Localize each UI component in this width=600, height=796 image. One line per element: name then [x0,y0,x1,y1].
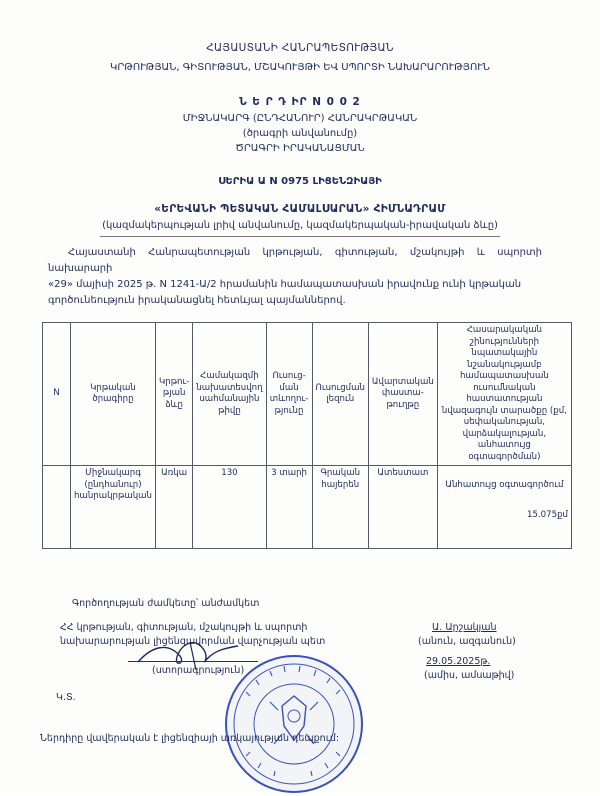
signature-caption: (ստորագրություն) [152,665,245,676]
table-header-cell: Ուսուց-ման տևողու-թյունը [266,323,312,466]
signatory-name-caption: (անուն, ազգանուն) [418,636,516,647]
body-line: գործունեություն իրականացնել հետևյալ պայմաններով. [48,295,346,306]
insert-number: Ն Ե Ր Դ ԻՐ N 0 0 2 [239,96,361,108]
table-cell: Առկա [155,466,192,549]
table-cell: Գրական հայերեն [312,466,368,549]
republic-heading: ՀԱՅԱՍՏԱՆԻ ՀԱՆՐԱՊԵՏՈՒԹՅԱՆ [206,42,394,54]
license-series: ՍԵՐԻԱ Ա N 0975 ԼԻՑԵՆԶԻԱՅԻ [218,176,382,187]
body-line: Հայաստանի Հանրապետության կրթության, գիտության, մշակույթի և սպորտի նախարարի [48,247,542,274]
program-caption: (ծրագրի անվանումը) [242,128,358,139]
table-header-cell: Կրթու-թյան ձևը [155,323,192,466]
table-cell: 3 տարի [266,466,312,549]
body-line: «29» մայիսի 2025 թ. N 1241-Ա/2 հրամանին համապատասխան իրավունք ունի կրթական [48,279,522,290]
table-header-cell: Ավարտական փաստա-թուղթը [368,323,437,466]
table-header-cell: N [43,323,71,466]
table-row [43,466,572,549]
table-cell: Ատեստատ [368,466,437,549]
stamp-place: Կ.Տ. [56,692,76,703]
table-cell [437,466,571,549]
area-value: 15.075քմ [527,509,568,520]
program-implementation: ԾՐԱԳՐԻ ԻՐԱԿԱՆԱՑՄԱՆ [235,143,365,154]
conditions-table [42,322,572,549]
signatory-title-line1: ՀՀ կրթության, գիտության, մշակույթի և սպորտի [60,622,308,633]
validity-footer-note: Ներդիրը վավերական է լիցենզիայի առկայության դեպքում: [40,733,340,744]
organization-caption: (կազմակերպության լրիվ անվանումը, կազմակերպական-իրավական ձևը) [102,220,498,231]
organization-name: «ԵՐԵՎԱՆԻ ՊԵՏԱԿԱՆ ՀԱՄԱԼՍԱՐԱՆ» ՀԻՄՆԱԴՐԱՄ [154,203,446,215]
table-header-cell: Հասարակական շինությունների նպատակային նշանակությամբ համապատասխան ուսումնական հաստատության նվազագույն տարածքը (քմ, սեփականության, վարձակալության, անհատույց օգտագործման) [437,323,571,466]
table-header-cell: Կրթական ծրագիրը [71,323,156,466]
ministry-heading: ԿՐԹՈՒԹՅԱՆ, ԳԻՏՈՒԹՅԱՆ, ՄՇԱԿՈՒՅԹԻ ԵՎ ՍՊՈՐՏԻ ՆԱԽԱՐԱՐՈՒԹՅՈՒՆ [110,62,490,73]
official-seal [222,652,366,796]
table-header-cell: Համակազմի նախատեսվող սահմանային թիվը [193,323,266,466]
table-cell: Միջնակարգ (ընդհանուր) հանրակրթական [71,466,156,549]
table-cell [43,466,71,549]
body-paragraph [48,245,542,309]
caption-rule [100,236,500,237]
signing-date-caption: (ամիս, ամսաթիվ) [424,670,515,681]
signatory-name: Ա. Արշակյան [432,622,497,633]
program-name: ՄԻՋՆԱԿԱՐԳ (ԸՆԴՀԱՆՈՒՐ) ՀԱՆՐԱԿՐԹԱԿԱՆ [182,113,418,124]
table-cell: 130 [193,466,266,549]
validity-term: Գործողության ժամկետը՝ անժամկետ [72,598,260,609]
use-type: Անհատույց օգտագործում [445,480,564,490]
signing-date: 29.05.2025թ. [426,656,491,667]
signatory-title-line2: նախարարության լիցենզավորման վարչության պետ [60,636,326,647]
table-header-row [43,323,572,466]
table-header-cell: Ուսուցման լեզուն [312,323,368,466]
